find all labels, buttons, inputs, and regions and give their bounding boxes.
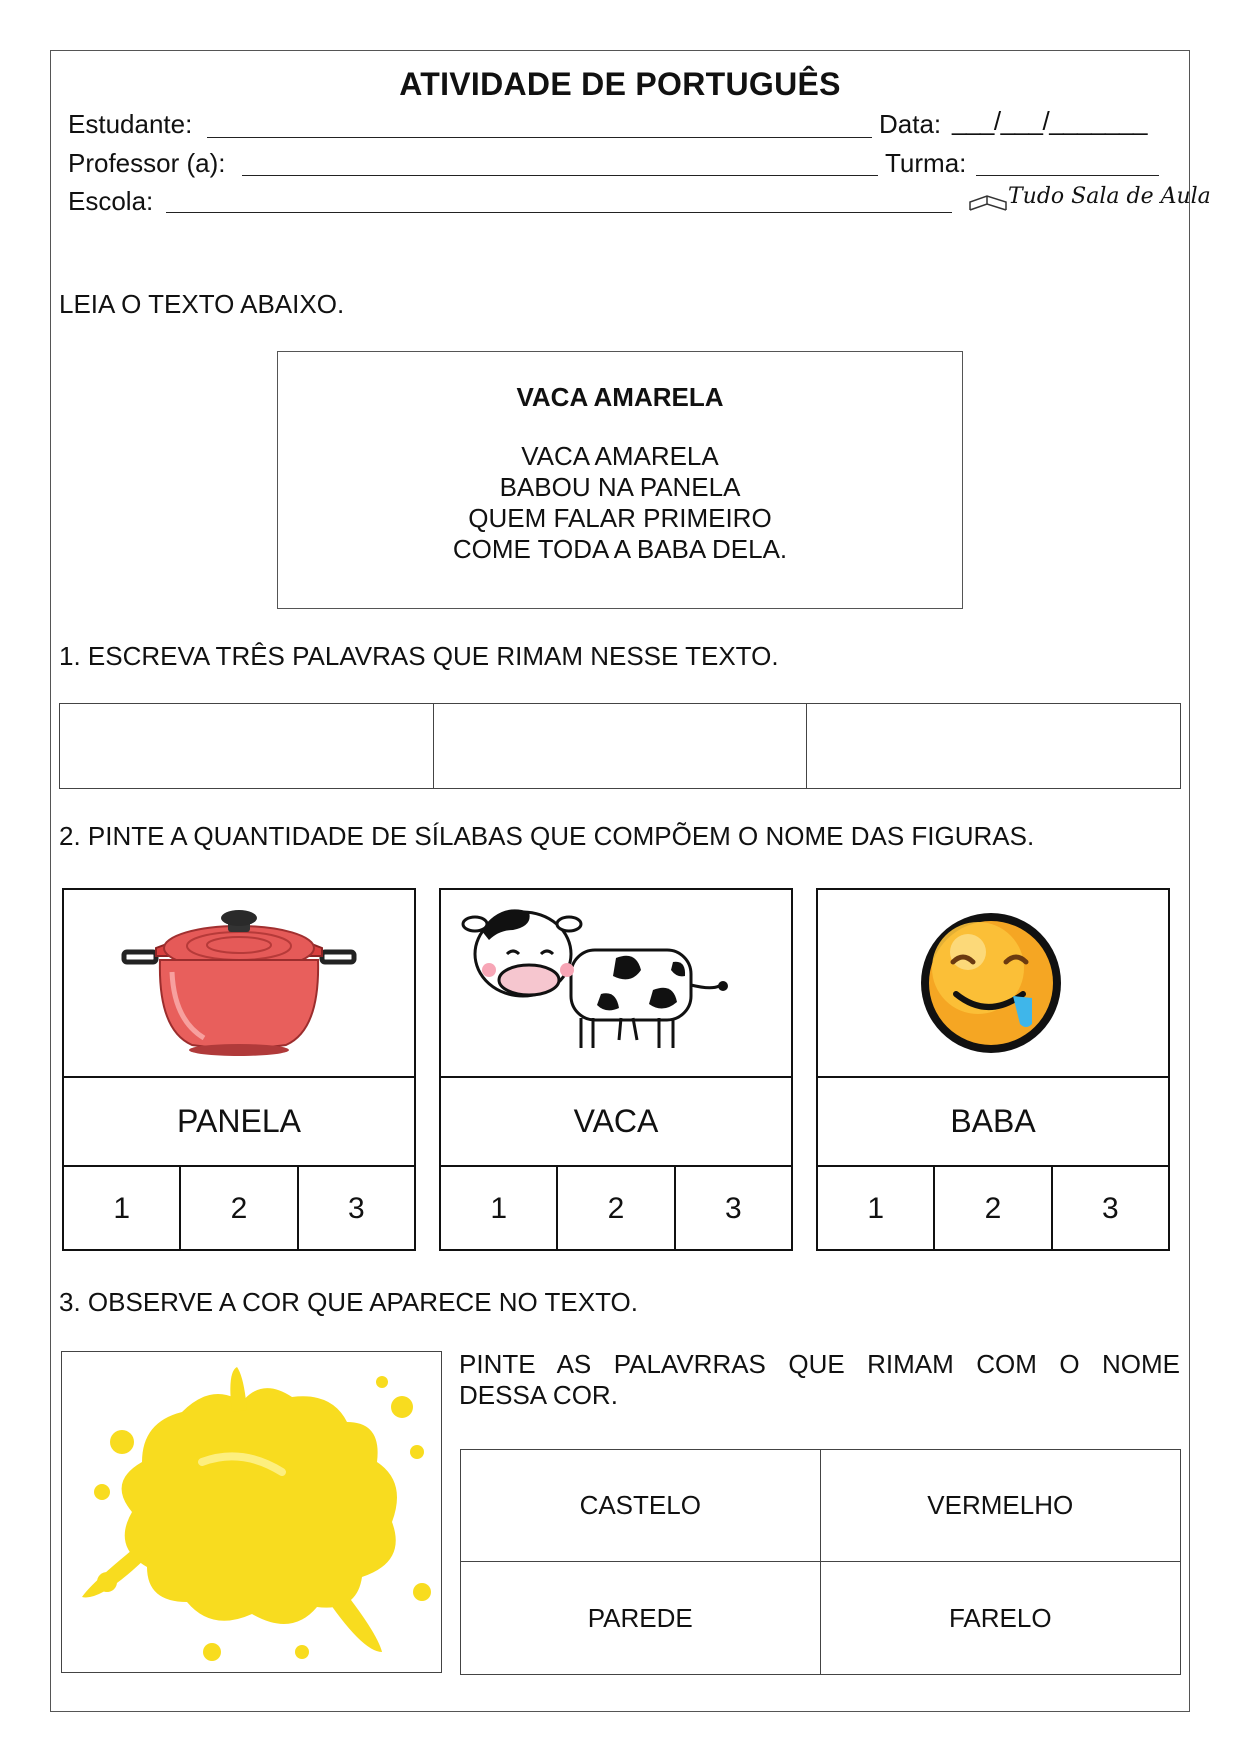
card-label: PANELA (64, 1078, 414, 1167)
syllable-option-2[interactable]: 2 (181, 1167, 298, 1250)
date-label: Data: (879, 109, 942, 139)
answer-row (59, 703, 1181, 789)
card-label: BABA (818, 1078, 1168, 1167)
syllable-card-vaca (439, 888, 793, 1251)
word-option[interactable]: FARELO (948, 1602, 1052, 1633)
word-option[interactable]: PAREDE (461, 1562, 821, 1674)
yellow-paint-splash-icon (62, 1352, 440, 1671)
logo-text: Tudo Sala de Aula (1008, 184, 1211, 209)
syllable-option-1[interactable]: 1 (64, 1167, 181, 1250)
answer-cell-2[interactable] (434, 704, 808, 788)
poem-line: VACA AMARELA (521, 441, 719, 471)
drooling-face-icon (818, 890, 1167, 1074)
word-option[interactable]: VERMELHO (821, 1450, 1181, 1562)
poem-box (277, 351, 963, 609)
teacher-label: Professor (a): (68, 148, 226, 178)
card-label: VACA (441, 1078, 791, 1167)
class-field[interactable] (976, 175, 1159, 176)
syllable-option-3[interactable]: 3 (724, 1191, 742, 1225)
school-field[interactable] (166, 212, 952, 213)
intro-instruction: LEIA O TEXTO ABAIXO. (59, 289, 345, 319)
syllable-option-3[interactable]: 3 (347, 1191, 365, 1225)
rhyme-instruction-line-2: DESSA COR. (459, 1380, 618, 1410)
syllable-option-1[interactable]: 1 (818, 1167, 935, 1250)
student-name-field[interactable] (207, 137, 872, 138)
cow-icon (441, 890, 790, 1074)
rhyme-instruction-line-1: PINTE AS PALAVRRAS QUE RIMAM COM O NOME (459, 1349, 1180, 1379)
answer-cell-1[interactable] (60, 704, 434, 788)
syllable-option-3[interactable]: 3 (1101, 1191, 1119, 1225)
syllable-card-baba (816, 888, 1170, 1251)
page-title: ATIVIDADE DE PORTUGUÊS (399, 66, 841, 102)
syllable-card-panela (62, 888, 416, 1251)
syllable-option-2[interactable]: 2 (935, 1167, 1052, 1250)
poem-line: COME TODA A BABA DELA. (452, 534, 788, 564)
question-2: 2. PINTE A QUANTIDADE DE SÍLABAS QUE COMPÕEM O NOME DAS FIGURAS. (59, 821, 1035, 851)
question-1: 1. ESCREVA TRÊS PALAVRAS QUE RIMAM NESSE TEXTO. (59, 641, 779, 671)
book-icon (968, 192, 1008, 214)
poem-title: VACA AMARELA (516, 382, 724, 412)
teacher-name-field[interactable] (242, 175, 878, 176)
student-label: Estudante: (68, 109, 193, 139)
answer-cell-3[interactable] (807, 704, 1180, 788)
class-label: Turma: (885, 148, 967, 178)
poem-line: QUEM FALAR PRIMEIRO (468, 503, 772, 533)
color-image-box (61, 1351, 442, 1673)
question-3: 3. OBSERVE A COR QUE APARECE NO TEXTO. (59, 1287, 638, 1317)
date-field[interactable]: ___/___/_______ (952, 106, 1147, 136)
poem-line: BABOU NA PANELA (499, 472, 741, 502)
school-label: Escola: (68, 186, 154, 216)
syllable-option-1[interactable]: 1 (441, 1167, 558, 1250)
syllable-option-2[interactable]: 2 (558, 1167, 675, 1250)
rhyme-words-grid (460, 1449, 1181, 1675)
word-option[interactable]: CASTELO (461, 1450, 821, 1562)
pot-icon (64, 890, 413, 1074)
